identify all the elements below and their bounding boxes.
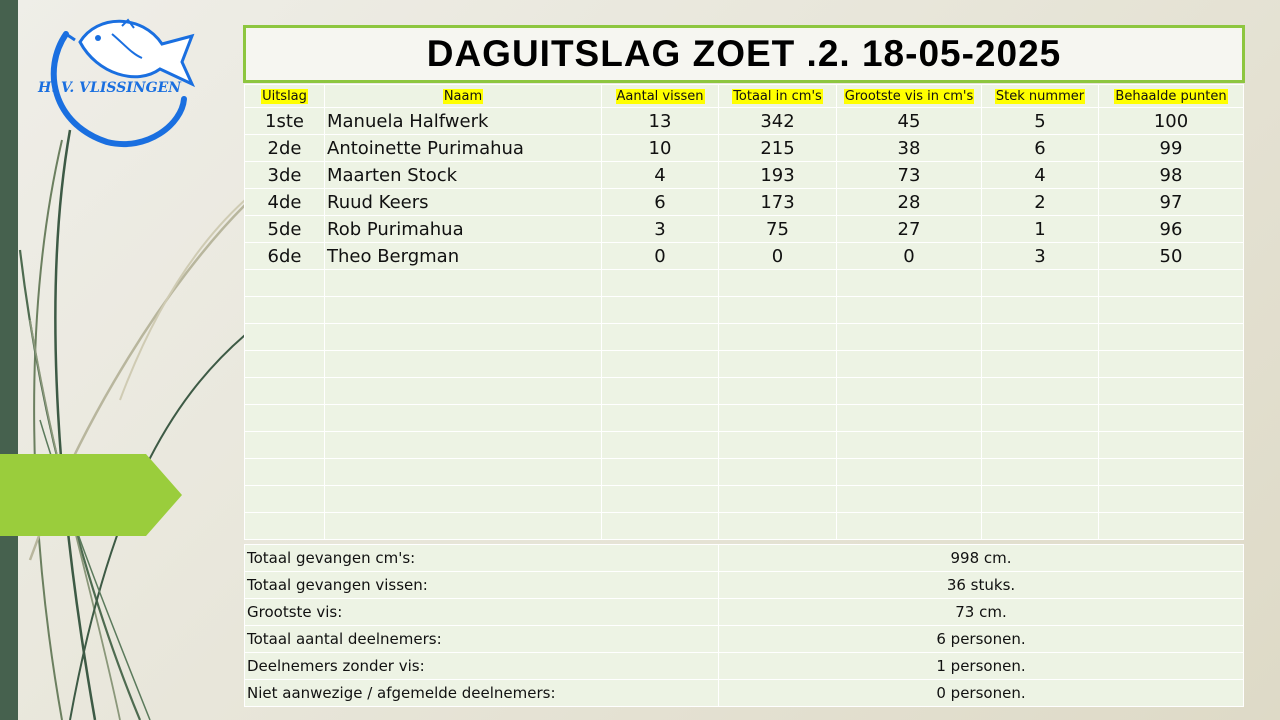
cell-uitslag [245, 432, 325, 459]
empty-table-row [245, 270, 1244, 297]
empty-table-row [245, 405, 1244, 432]
summary-label: Totaal gevangen vissen: [245, 572, 719, 599]
cell-behaalde-punten: 50 [1099, 243, 1244, 270]
cell-stek-nummer [982, 378, 1099, 405]
table-row [245, 108, 1244, 135]
cell-totaal-cm [719, 378, 837, 405]
cell-naam [325, 432, 602, 459]
col-header-aantal-vissen: Aantal vissen [602, 85, 719, 108]
cell-uitslag: 3de [245, 162, 325, 189]
table-row [245, 243, 1244, 270]
cell-naam [325, 324, 602, 351]
cell-behaalde-punten [1099, 513, 1244, 540]
cell-stek-nummer: 5 [982, 108, 1099, 135]
cell-naam: Manuela Halfwerk [325, 108, 602, 135]
cell-grootste-vis [837, 324, 982, 351]
col-header-uitslag: Uitslag [245, 85, 325, 108]
cell-uitslag: 5de [245, 216, 325, 243]
cell-uitslag: 1ste [245, 108, 325, 135]
cell-behaalde-punten [1099, 378, 1244, 405]
cell-stek-nummer [982, 432, 1099, 459]
cell-aantal-vissen: 13 [602, 108, 719, 135]
cell-naam [325, 378, 602, 405]
cell-uitslag [245, 459, 325, 486]
summary-label: Totaal aantal deelnemers: [245, 626, 719, 653]
cell-naam: Maarten Stock [325, 162, 602, 189]
cell-behaalde-punten: 100 [1099, 108, 1244, 135]
empty-table-row [245, 459, 1244, 486]
cell-totaal-cm: 215 [719, 135, 837, 162]
cell-naam: Ruud Keers [325, 189, 602, 216]
empty-table-row [245, 351, 1244, 378]
logo-text: H. V. VLISSINGEN [38, 80, 182, 96]
cell-grootste-vis: 73 [837, 162, 982, 189]
cell-uitslag [245, 351, 325, 378]
title-banner [243, 25, 1245, 83]
summary-label: Totaal gevangen cm's: [245, 545, 719, 572]
table-row [245, 216, 1244, 243]
cell-stek-nummer [982, 324, 1099, 351]
cell-grootste-vis [837, 459, 982, 486]
col-header-grootste-vis: Grootste vis in cm's [837, 85, 982, 108]
summary-row [245, 599, 1244, 626]
cell-grootste-vis [837, 405, 982, 432]
empty-table-row [245, 513, 1244, 540]
summary-label: Niet aanwezige / afgemelde deelnemers: [245, 680, 719, 707]
summary-value: 6 personen. [719, 626, 1244, 653]
cell-aantal-vissen [602, 324, 719, 351]
summary-row [245, 572, 1244, 599]
cell-behaalde-punten [1099, 297, 1244, 324]
cell-aantal-vissen [602, 378, 719, 405]
table-row [245, 162, 1244, 189]
cell-grootste-vis [837, 297, 982, 324]
empty-table-row [245, 486, 1244, 513]
cell-behaalde-punten [1099, 432, 1244, 459]
cell-aantal-vissen: 0 [602, 243, 719, 270]
cell-totaal-cm [719, 459, 837, 486]
cell-totaal-cm [719, 324, 837, 351]
cell-aantal-vissen [602, 351, 719, 378]
cell-behaalde-punten: 97 [1099, 189, 1244, 216]
cell-grootste-vis [837, 432, 982, 459]
cell-stek-nummer [982, 459, 1099, 486]
cell-naam: Rob Purimahua [325, 216, 602, 243]
cell-grootste-vis: 0 [837, 243, 982, 270]
cell-totaal-cm: 342 [719, 108, 837, 135]
cell-uitslag: 2de [245, 135, 325, 162]
cell-grootste-vis [837, 513, 982, 540]
cell-naam [325, 297, 602, 324]
cell-behaalde-punten [1099, 324, 1244, 351]
cell-naam [325, 270, 602, 297]
summary-row [245, 545, 1244, 572]
col-header-stek-nummer: Stek nummer [982, 85, 1099, 108]
header-row [245, 85, 1244, 108]
cell-stek-nummer [982, 297, 1099, 324]
cell-aantal-vissen [602, 459, 719, 486]
cell-uitslag [245, 378, 325, 405]
cell-uitslag: 4de [245, 189, 325, 216]
summary-row [245, 626, 1244, 653]
cell-stek-nummer [982, 405, 1099, 432]
summary-table [244, 544, 1244, 707]
cell-aantal-vissen: 10 [602, 135, 719, 162]
cell-grootste-vis: 45 [837, 108, 982, 135]
cell-totaal-cm [719, 513, 837, 540]
summary-label: Deelnemers zonder vis: [245, 653, 719, 680]
cell-uitslag [245, 297, 325, 324]
summary-value: 0 personen. [719, 680, 1244, 707]
results-table [244, 84, 1244, 540]
cell-stek-nummer: 6 [982, 135, 1099, 162]
cell-grootste-vis [837, 486, 982, 513]
summary-row [245, 680, 1244, 707]
cell-grootste-vis: 28 [837, 189, 982, 216]
cell-aantal-vissen [602, 432, 719, 459]
cell-stek-nummer: 1 [982, 216, 1099, 243]
cell-totaal-cm [719, 270, 837, 297]
table-row [245, 135, 1244, 162]
cell-aantal-vissen: 4 [602, 162, 719, 189]
cell-totaal-cm [719, 432, 837, 459]
cell-totaal-cm [719, 351, 837, 378]
cell-uitslag: 6de [245, 243, 325, 270]
cell-aantal-vissen: 6 [602, 189, 719, 216]
cell-stek-nummer: 3 [982, 243, 1099, 270]
cell-behaalde-punten [1099, 351, 1244, 378]
empty-table-row [245, 378, 1244, 405]
cell-uitslag [245, 270, 325, 297]
cell-stek-nummer [982, 351, 1099, 378]
cell-aantal-vissen [602, 270, 719, 297]
green-arrow-shape [0, 454, 182, 536]
summary-value: 73 cm. [719, 599, 1244, 626]
cell-grootste-vis: 38 [837, 135, 982, 162]
cell-naam: Theo Bergman [325, 243, 602, 270]
summary-label: Grootste vis: [245, 599, 719, 626]
cell-behaalde-punten [1099, 270, 1244, 297]
cell-uitslag [245, 324, 325, 351]
cell-stek-nummer: 2 [982, 189, 1099, 216]
empty-table-row [245, 324, 1244, 351]
cell-naam [325, 405, 602, 432]
summary-value: 36 stuks. [719, 572, 1244, 599]
cell-totaal-cm [719, 405, 837, 432]
cell-grootste-vis: 27 [837, 216, 982, 243]
cell-naam: Antoinette Purimahua [325, 135, 602, 162]
cell-naam [325, 459, 602, 486]
cell-behaalde-punten: 96 [1099, 216, 1244, 243]
cell-grootste-vis [837, 378, 982, 405]
cell-uitslag [245, 486, 325, 513]
cell-totaal-cm: 173 [719, 189, 837, 216]
cell-aantal-vissen [602, 405, 719, 432]
col-header-naam: Naam [325, 85, 602, 108]
page-title: DAGUITSLAG ZOET .2. 18-05-2025 [426, 33, 1062, 74]
cell-uitslag [245, 513, 325, 540]
cell-stek-nummer [982, 486, 1099, 513]
summary-row [245, 653, 1244, 680]
cell-aantal-vissen: 3 [602, 216, 719, 243]
cell-totaal-cm [719, 486, 837, 513]
cell-behaalde-punten [1099, 405, 1244, 432]
cell-stek-nummer: 4 [982, 162, 1099, 189]
col-header-behaalde-punten: Behaalde punten [1099, 85, 1244, 108]
cell-totaal-cm [719, 297, 837, 324]
cell-naam [325, 351, 602, 378]
cell-totaal-cm: 193 [719, 162, 837, 189]
cell-behaalde-punten [1099, 486, 1244, 513]
cell-behaalde-punten: 98 [1099, 162, 1244, 189]
cell-behaalde-punten [1099, 459, 1244, 486]
cell-uitslag [245, 405, 325, 432]
cell-naam [325, 486, 602, 513]
cell-totaal-cm: 75 [719, 216, 837, 243]
cell-aantal-vissen [602, 297, 719, 324]
empty-table-row [245, 297, 1244, 324]
club-logo [32, 14, 200, 149]
cell-stek-nummer [982, 270, 1099, 297]
table-row [245, 189, 1244, 216]
empty-table-row [245, 432, 1244, 459]
cell-aantal-vissen [602, 513, 719, 540]
cell-aantal-vissen [602, 486, 719, 513]
col-header-totaal-cm: Totaal in cm's [719, 85, 837, 108]
summary-value: 998 cm. [719, 545, 1244, 572]
cell-stek-nummer [982, 513, 1099, 540]
cell-behaalde-punten: 99 [1099, 135, 1244, 162]
cell-naam [325, 513, 602, 540]
cell-grootste-vis [837, 351, 982, 378]
cell-totaal-cm: 0 [719, 243, 837, 270]
summary-value: 1 personen. [719, 653, 1244, 680]
cell-grootste-vis [837, 270, 982, 297]
